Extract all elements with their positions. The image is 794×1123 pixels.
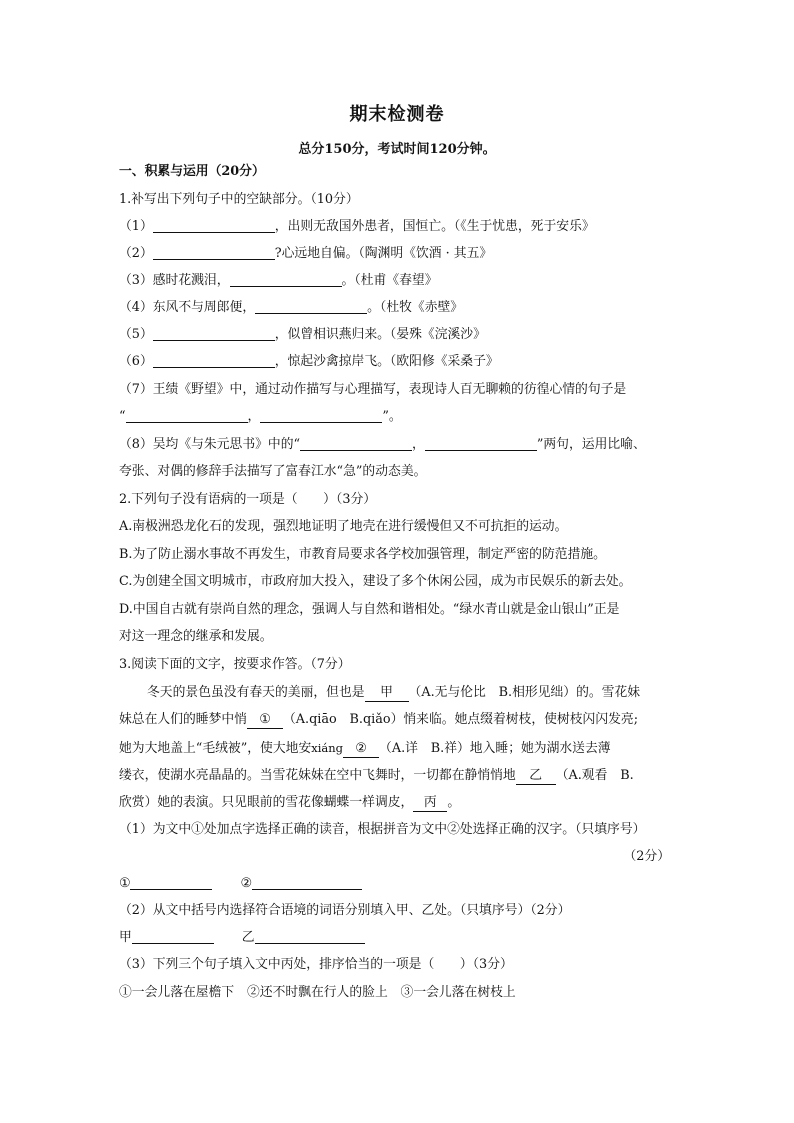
q3-p1-text-a: 冬天的景色虽没有春天的美丽，但也是 [147,685,365,700]
q3-p2-text-b: （A.qiāo B.qiǎo）悄来临。她点缀着树枝，使树枝闪闪发亮; [282,712,639,727]
q3-answer-jia-label: 甲 [119,930,132,945]
q1-blank-1[interactable] [153,218,275,233]
q3-p2-text-a: 妹总在人们的睡梦中悄 [119,712,247,727]
q3-fill-yi: 乙 [516,767,556,785]
q3-passage-line-5 [119,793,460,813]
q1-line-1-num: （1） [119,219,153,234]
q3-passage-line-3 [119,738,611,758]
q1-blank-6[interactable] [153,353,275,368]
q1-line-2-num: （2） [119,246,153,261]
q1-line-6-num: （6） [119,354,153,369]
q1-blank-7b[interactable] [260,408,382,423]
q3-fill-jia: 甲 [365,684,409,702]
q1-blank-4[interactable] [255,299,367,314]
q1-line-6 [119,352,499,372]
q3-sub-2: （2）从文中括号内选择符合语境的词语分别填入甲、乙处。（只填序号）（2分） [119,903,571,918]
q3-sub-2-answers [119,928,365,948]
q3-p5-text-b: 。 [447,795,461,810]
q3-sub-1: （1）为文中①处加点字选择正确的读音，根据拼音为文中②处选择正确的汉字。（只填序号） [119,822,646,837]
q3-answer-jia-blank[interactable] [132,929,214,944]
q3-p5-text-a: 欣赏）她的表演。只见眼前的雪花像蝴蝶一样调皮， [119,795,414,810]
q3-passage-line-1 [147,683,640,703]
q3-p3-text-a: 她为大地盖上“毛绒被”，使大地安 [119,741,312,756]
q1-line-5-text: ，似曾相识燕归来。（晏殊《浣溪沙》 [274,327,486,342]
q3-sub-3: （3）下列三个句子填入文中丙处，排序恰当的一项是（ ）（3分） [119,957,513,972]
q1-blank-8a[interactable] [300,436,412,451]
q3-p1-text-b: （A.无与伦比 B.相形见绌）的。雪花妹 [408,685,641,700]
exam-subtitle: 总分150分，考试时间120分钟。 [298,142,496,157]
q1-line-7: （7）王绩《野望》中，通过动作描写与心理描写，表现诗人百无聊赖的彷徨心情的句子是 [119,382,627,397]
q3-fill-2: ② [343,740,379,758]
q1-line-5 [119,325,486,345]
q1-line-4-text-b: 。（杜牧《赤壁》 [367,300,464,315]
q1-line-7-close: ”。 [382,409,402,424]
q1-line-6-text: ，惊起沙禽掠岸飞。（欧阳修《采桑子》 [274,354,499,369]
q3-sub-1-answers [119,874,362,894]
q3-p4-text-b: （A.观看 B. [555,768,634,783]
q1-blank-3[interactable] [230,272,342,287]
q1-line-8-mid: ， [412,437,425,452]
q1-blank-5[interactable] [153,326,275,341]
q3-sub-3-options: ①一会儿落在屋檐下 ②还不时飘在行人的脸上 ③一会儿落在树枝上 [119,985,516,1000]
q1-blank-2[interactable] [153,245,275,260]
q3-answer-1-blank[interactable] [130,875,212,890]
q3-p3-text-b: （A.详 B.祥）地入睡；她为湖水送去薄 [379,741,611,756]
q1-blank-7a[interactable] [126,408,248,423]
q3-answer-yi-label: 乙 [241,930,255,945]
q1-line-1 [119,217,595,237]
q1-line-5-num: （5） [119,327,153,342]
q1-line-2 [119,244,492,264]
q3-answer-2-label: ② [240,876,252,891]
q1-line-3-text-a: （3）感时花溅泪， [119,273,230,288]
q2-option-a[interactable]: A.南极洲恐龙化石的发现，强烈地证明了地壳在进行缓慢但又不可抗拒的运动。 [119,519,568,534]
q1-line-7-mid: ， [247,409,261,424]
q1-stem: 1.补写出下列句子中的空缺部分。（10分） [119,192,359,207]
q1-line-3-text-b: 。（杜甫《春望》 [341,273,438,288]
q3-p4-text-a: 缕衣，使湖水亮晶晶的。当雪花妹妹在空中飞舞时，一切都在静悄悄地 [119,768,516,783]
q1-line-4 [119,298,463,318]
q3-passage-line-4 [119,766,634,786]
q1-line-8-text-a: （8）吴均《与朱元思书》中的“ [119,437,301,452]
q3-fill-1: ① [247,711,283,729]
q1-line-2-text: ?心远地自偏。（陶渊明《饮酒 · 其五》 [274,246,493,261]
q1-line-8-cont: 夸张、对偶的修辞手法描写了富春江水“急”的动态美。 [119,464,427,479]
q1-blank-8b[interactable] [425,436,537,451]
q3-pinyin-xiang: xiáng [311,741,344,755]
q3-passage-line-2 [119,710,638,730]
q2-option-d-cont: 对这一理念的继承和发展。 [119,629,273,644]
q3-answer-1-label: ① [119,876,131,891]
q2-stem: 2.下列句子没有语病的一项是（ ）（3分） [119,492,377,507]
q2-option-c[interactable]: C.为创建全国文明城市，市政府加大投入，建设了多个休闲公园，成为市民娱乐的新去处。 [119,574,632,589]
q2-option-b[interactable]: B.为了防止溺水事故不再发生，市教育局要求各学校加强管理，制定严密的防范措施。 [119,547,606,562]
exam-title: 期末检测卷 [349,104,445,125]
q1-line-8 [119,435,646,455]
q3-sub-1-score: （2分） [623,849,670,864]
q3-stem: 3.阅读下面的文字，按要求作答。（7分） [119,657,351,672]
q1-line-7-open: “ [119,409,126,424]
q1-line-8-text-b: ”两句，运用比喻、 [536,437,646,452]
section-heading: 一、积累与运用（20分） [119,164,265,179]
q1-line-3 [119,271,438,291]
q1-line-7-answer [119,407,402,427]
q3-answer-yi-blank[interactable] [255,929,365,944]
q1-line-1-text: ，出则无敌国外患者，国恒亡。（《生于忧患，死于安乐》 [274,219,595,234]
q3-fill-bing: 丙 [413,794,447,812]
q3-answer-2-blank[interactable] [252,875,362,890]
q2-option-d[interactable]: D.中国自古就有崇尚自然的理念，强调人与自然和谐相处。“绿水青山就是金山银山”正是 [119,602,620,617]
q1-line-4-text-a: （4）东风不与周郎便， [119,300,256,315]
